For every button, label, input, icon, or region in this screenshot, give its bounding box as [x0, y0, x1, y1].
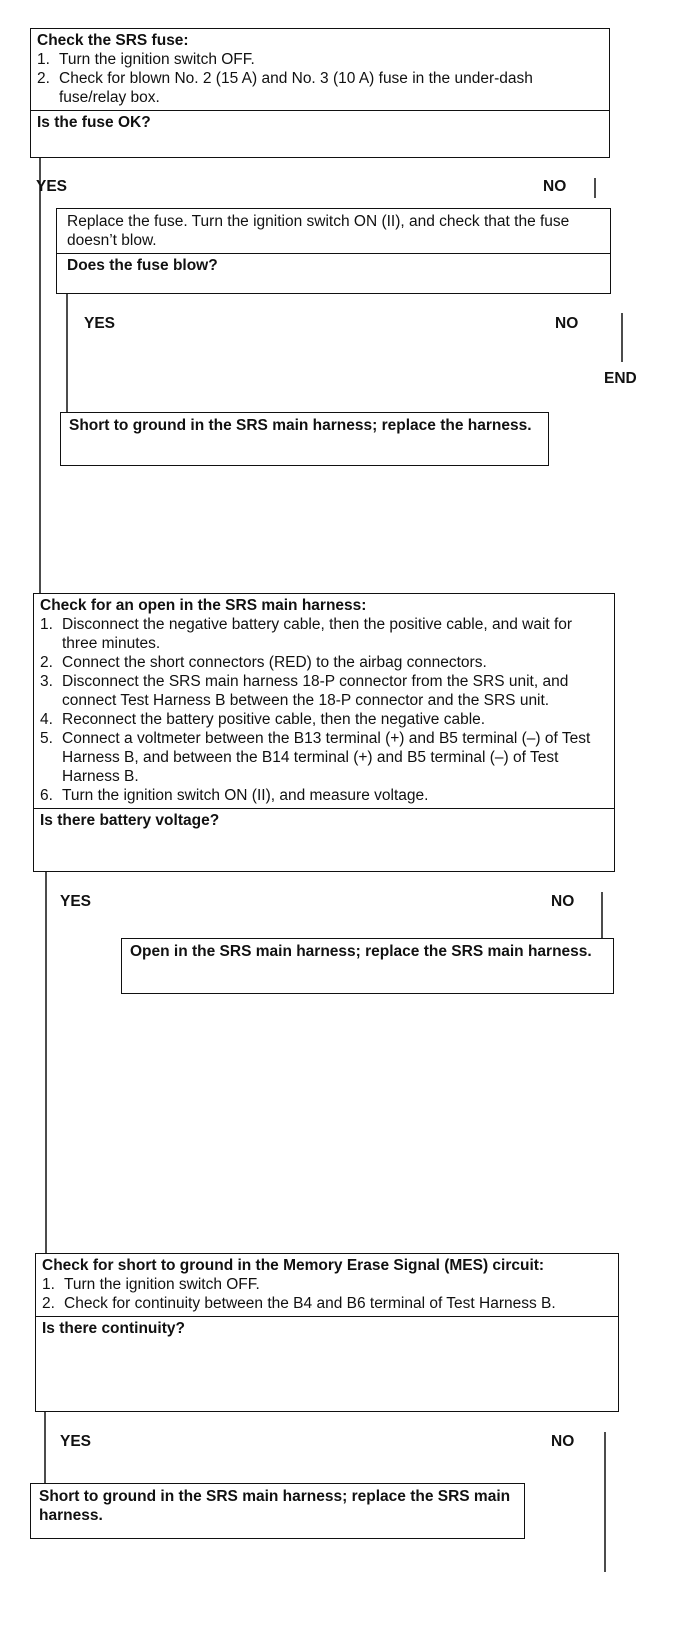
list-item: 6. Turn the ignition switch ON (II), and measure voltage. [40, 787, 429, 804]
list-item: 2. Check for blown No. 2 (15 A) and No. 3 (10 A) fuse in the under-dash fuse/relay box. [37, 70, 533, 106]
list-item: 2. Connect the short connectors (RED) to the airbag connectors. [40, 654, 487, 671]
end-label: END [604, 370, 637, 387]
result2-text: Open in the SRS main harness; replace the SRS main harness. [130, 943, 592, 960]
step1-no-label: NO [543, 178, 567, 195]
step1-yes-label: YES [36, 178, 68, 195]
step3-question: Is there continuity? [36, 1316, 618, 1340]
step1-list [31, 50, 609, 110]
step2-question: Is there battery voltage? [34, 808, 614, 832]
result3-box [30, 1483, 525, 1539]
step2-yes-label: YES [60, 893, 92, 910]
list-item: 3. Disconnect the SRS main harness 18-P connector from the SRS unit, and connect Test Harness B between the 18-P connector and the SRS unit. [40, 673, 569, 709]
list-item: 1. Turn the ignition switch OFF. [42, 1276, 260, 1293]
list-item: 1. Turn the ignition switch OFF. [37, 51, 255, 68]
step1b-text: Replace the fuse. Turn the ignition switch ON (II), and check that the fuse doesn’t blow. [67, 213, 570, 249]
step3-yes-label: YES [60, 1433, 92, 1450]
step1b-yes-label: YES [84, 315, 116, 332]
step1b-question: Does the fuse blow? [57, 253, 610, 277]
step3-heading: Check for short to ground in the Memory Erase Signal (MES) circuit: [42, 1257, 545, 1274]
step1-heading: Check the SRS fuse: [37, 32, 189, 49]
list-item: 5. Connect a voltmeter between the B13 terminal (+) and B5 terminal (–) of Test Harness B, and between the B14 terminal (+) and B5 terminal (–) of Test Harness B. [40, 730, 591, 785]
step2-list [34, 615, 614, 808]
result1-text: Short to ground in the SRS main harness; replace the harness. [69, 417, 532, 434]
step2-no-label: NO [551, 893, 575, 910]
step1-question: Is the fuse OK? [31, 110, 609, 134]
step2-heading: Check for an open in the SRS main harness: [40, 597, 367, 614]
result1-box [60, 412, 549, 466]
result3-text: Short to ground in the SRS main harness; replace the SRS main harness. [39, 1488, 511, 1524]
step3-box [35, 1253, 619, 1412]
step1-box [30, 28, 610, 158]
list-item: 2. Check for continuity between the B4 and B6 terminal of Test Harness B. [42, 1295, 556, 1312]
step1b-box [56, 208, 611, 294]
step2-box [33, 593, 615, 872]
result2-box [121, 938, 614, 994]
step3-list [36, 1275, 618, 1316]
step1b-no-label: NO [555, 315, 579, 332]
step3-no-label: NO [551, 1433, 575, 1450]
list-item: 1. Disconnect the negative battery cable, then the positive cable, and wait for three minutes. [40, 616, 573, 652]
list-item: 4. Reconnect the battery positive cable, then the negative cable. [40, 711, 486, 728]
